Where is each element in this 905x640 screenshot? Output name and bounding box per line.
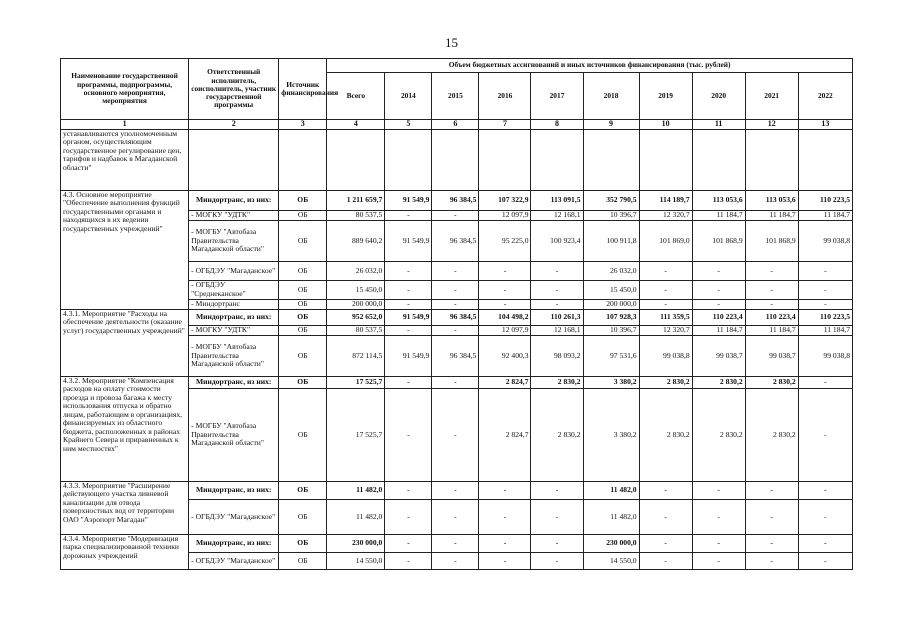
header-total: Всего — [327, 73, 385, 120]
executor-cell: - ОГБДЭУ "Среднеканское" — [189, 280, 279, 299]
year-value-cell: - — [639, 261, 692, 280]
year-value-cell: - — [432, 261, 479, 280]
header-index: 1 — [61, 120, 189, 130]
year-value-cell: - — [745, 552, 798, 569]
year-value-cell: - — [798, 376, 852, 388]
year-value-cell: 11 184,7 — [798, 325, 852, 335]
year-value-cell: - — [798, 280, 852, 299]
page-number: 15 — [445, 35, 458, 50]
year-value-cell: - — [692, 481, 745, 499]
year-value-cell: - — [798, 534, 852, 552]
year-value-cell: - — [798, 499, 852, 534]
year-value-cell: - — [692, 499, 745, 534]
executor-cell: - Миндортранс — [189, 299, 279, 309]
total-cell: 952 652,0 — [327, 309, 385, 325]
source-cell: ОБ — [279, 325, 327, 335]
header-year: 2022 — [798, 73, 852, 120]
year-value-cell: 91 549,9 — [385, 190, 432, 210]
table-body — [61, 129, 853, 569]
year-value-cell: 101 868,9 — [745, 220, 798, 261]
source-cell: ОБ — [279, 534, 327, 552]
source-cell: ОБ — [279, 499, 327, 534]
year-value-cell: 100 911,8 — [583, 220, 639, 261]
year-value-cell: 200 000,0 — [583, 299, 639, 309]
year-value-cell: 3 380,2 — [583, 388, 639, 481]
year-value-cell: 114 189,7 — [639, 190, 692, 210]
year-value-cell: 91 549,9 — [385, 335, 432, 376]
source-cell: ОБ — [279, 280, 327, 299]
total-cell: 200 000,0 — [327, 299, 385, 309]
year-value-cell: 12 320,7 — [639, 210, 692, 220]
year-value-cell: 110 223,4 — [692, 309, 745, 325]
header-index: 6 — [432, 120, 479, 130]
year-value-cell: 99 038,7 — [692, 335, 745, 376]
year-value-cell: - — [745, 499, 798, 534]
year-value-cell: 96 384,5 — [432, 190, 479, 210]
year-value-cell: - — [531, 299, 583, 309]
executor-cell: - МОГБУ "Автобаза Правительства Магаданской области" — [189, 388, 279, 481]
year-value-cell: - — [798, 388, 852, 481]
year-value-cell: 12 168,1 — [531, 325, 583, 335]
year-value-cell: - — [385, 299, 432, 309]
total-cell: 872 114,5 — [327, 335, 385, 376]
year-value-cell: 100 923,4 — [531, 220, 583, 261]
year-value-cell: 97 531,6 — [583, 335, 639, 376]
year-value-cell: - — [385, 499, 432, 534]
year-value-cell: 11 184,7 — [745, 210, 798, 220]
year-value-cell: - — [479, 280, 531, 299]
year-value-cell: 99 038,8 — [798, 220, 852, 261]
table-row — [61, 376, 853, 388]
year-value-cell: 104 498,2 — [479, 309, 531, 325]
year-value-cell: - — [385, 261, 432, 280]
total-cell: 230 000,0 — [327, 534, 385, 552]
year-value-cell: - — [531, 261, 583, 280]
header-index: 10 — [639, 120, 692, 130]
executor-cell: Миндортранс, из них: — [189, 534, 279, 552]
source-cell: ОБ — [279, 388, 327, 481]
year-value-cell: 3 380,2 — [583, 376, 639, 388]
total-cell: 1 211 659,7 — [327, 190, 385, 210]
source-cell: ОБ — [279, 335, 327, 376]
year-value-cell: - — [692, 299, 745, 309]
header-index: 9 — [583, 120, 639, 130]
year-value-cell: 2 830,2 — [531, 376, 583, 388]
header-index: 8 — [531, 120, 583, 130]
year-value-cell: 12 097,9 — [479, 325, 531, 335]
year-value-cell: 101 868,9 — [692, 220, 745, 261]
year-value-cell: - — [745, 299, 798, 309]
year-value-cell: 92 400,3 — [479, 335, 531, 376]
year-value-cell: 26 032,0 — [583, 261, 639, 280]
year-value-cell: - — [479, 552, 531, 569]
year-value-cell: 99 038,7 — [745, 335, 798, 376]
header-source: Источник финансирования — [279, 59, 327, 120]
table-row — [61, 534, 853, 552]
year-value-cell: 12 097,9 — [479, 210, 531, 220]
header-index: 5 — [385, 120, 432, 130]
year-value-cell: - — [531, 499, 583, 534]
year-value-cell: - — [385, 534, 432, 552]
year-value-cell: - — [385, 388, 432, 481]
year-value-cell: - — [531, 552, 583, 569]
executor-cell: - МОГКУ "УДТК" — [189, 210, 279, 220]
header-index: 3 — [279, 120, 327, 130]
year-value-cell: 2 824,7 — [479, 388, 531, 481]
year-value-cell: - — [692, 261, 745, 280]
source-cell: ОБ — [279, 220, 327, 261]
year-value-cell: - — [639, 280, 692, 299]
year-value-cell: 110 223,4 — [745, 309, 798, 325]
year-value-cell: 110 223,5 — [798, 190, 852, 210]
total-cell: 26 032,0 — [327, 261, 385, 280]
year-value-cell: - — [745, 534, 798, 552]
year-value-cell: 91 549,9 — [385, 220, 432, 261]
year-value-cell: 96 384,5 — [432, 220, 479, 261]
year-value-cell: - — [639, 534, 692, 552]
year-value-cell: - — [692, 280, 745, 299]
year-value-cell: 11 184,7 — [745, 325, 798, 335]
year-value-cell: - — [385, 210, 432, 220]
total-cell: 11 482,0 — [327, 499, 385, 534]
source-cell: ОБ — [279, 261, 327, 280]
executor-cell: - МОГБУ "Автобаза Правительства Магаданской области" — [189, 335, 279, 376]
year-value-cell: 107 928,3 — [583, 309, 639, 325]
year-value-cell: 11 184,7 — [692, 325, 745, 335]
year-value-cell: - — [531, 534, 583, 552]
year-value-cell: 2 830,2 — [692, 388, 745, 481]
executor-cell: - ОГБДЭУ "Магаданское" — [189, 261, 279, 280]
year-value-cell: 11 482,0 — [583, 481, 639, 499]
year-value-cell: 14 550,0 — [583, 552, 639, 569]
year-value-cell: 12 320,7 — [639, 325, 692, 335]
source-cell: ОБ — [279, 552, 327, 569]
year-value-cell: - — [798, 261, 852, 280]
year-value-cell: - — [432, 376, 479, 388]
year-value-cell: - — [385, 481, 432, 499]
total-cell: 15 450,0 — [327, 280, 385, 299]
year-value-cell: 10 396,7 — [583, 325, 639, 335]
year-value-cell: 352 790,5 — [583, 190, 639, 210]
year-value-cell: - — [432, 280, 479, 299]
header-executor: Ответственный исполнитель, соисполнитель, участник государственной программы — [189, 59, 279, 120]
year-value-cell: 230 000,0 — [583, 534, 639, 552]
year-value-cell: 96 384,5 — [432, 335, 479, 376]
header-index: 4 — [327, 120, 385, 130]
measure-name: 4.3.2. Мероприятие "Компенсация расходов на оплату стоимости проезда и провоза багажа к месту использования отпуска и обратно лицам, работающим в организациях, финансируемых из областного бюджета, расположенных в районах Крайнего Севера и приравненных к ним местностях" — [61, 376, 189, 481]
measure-name: 4.3.1. Мероприятие "Расходы на обеспечение деятельности (оказание услуг) государственных учреждений" — [61, 309, 189, 376]
year-value-cell: 11 184,7 — [692, 210, 745, 220]
measure-name: 4.3.3. Мероприятие "Расширение действующего участка ливневой канализации для отвода поверхностных вод от территории ОАО "Аэропорт Магадан" — [61, 481, 189, 534]
year-value-cell: 10 396,7 — [583, 210, 639, 220]
continued-row — [61, 129, 853, 190]
header-name: Наименование государственной программы, подпрограммы, основного мероприятия, мероприятия — [61, 59, 189, 120]
year-value-cell: 2 830,2 — [745, 388, 798, 481]
header-year: 2015 — [432, 73, 479, 120]
year-value-cell: 2 830,2 — [639, 388, 692, 481]
source-cell: ОБ — [279, 481, 327, 499]
executor-cell: Миндортранс, из них: — [189, 309, 279, 325]
continued-name: устанавливаются уполномоченным органом, осуществляющим государственное регулирование цен, тарифов и надбавок в Магаданской области" — [61, 129, 189, 190]
year-value-cell: 111 359,5 — [639, 309, 692, 325]
year-value-cell: 2 830,2 — [745, 376, 798, 388]
total-cell: 80 537,5 — [327, 325, 385, 335]
year-value-cell: - — [531, 481, 583, 499]
year-value-cell: 110 223,5 — [798, 309, 852, 325]
year-value-cell: 99 038,8 — [798, 335, 852, 376]
year-value-cell: - — [385, 325, 432, 335]
total-cell: 17 525,7 — [327, 376, 385, 388]
year-value-cell: - — [692, 534, 745, 552]
executor-cell: - МОГБУ "Автобаза Правительства Магаданской области" — [189, 220, 279, 261]
year-value-cell: 11 482,0 — [583, 499, 639, 534]
year-value-cell: 98 093,2 — [531, 335, 583, 376]
year-value-cell: 99 038,8 — [639, 335, 692, 376]
year-value-cell: - — [479, 481, 531, 499]
executor-cell: Миндортранс, из них: — [189, 190, 279, 210]
total-cell: 14 550,0 — [327, 552, 385, 569]
year-value-cell: - — [798, 481, 852, 499]
year-value-cell: - — [479, 299, 531, 309]
year-value-cell: - — [639, 299, 692, 309]
header-year: 2019 — [639, 73, 692, 120]
year-value-cell: 113 053,6 — [745, 190, 798, 210]
header-volume: Объем бюджетных ассигнований и иных источников финансирования (тыс. рублей) — [327, 59, 853, 73]
year-value-cell: - — [432, 552, 479, 569]
year-value-cell: - — [479, 499, 531, 534]
year-value-cell: - — [385, 376, 432, 388]
year-value-cell: 107 322,9 — [479, 190, 531, 210]
header-year: 2016 — [479, 73, 531, 120]
year-value-cell: 101 869,0 — [639, 220, 692, 261]
measure-name: 4.3. Основное мероприятие "Обеспечение выполнения функций государственными органами и находящихся в их ведении государственных учреждений" — [61, 190, 189, 309]
year-value-cell: - — [432, 210, 479, 220]
table-row — [61, 309, 853, 325]
year-value-cell: 113 053,6 — [692, 190, 745, 210]
executor-cell: Миндортранс, из них: — [189, 481, 279, 499]
source-cell: ОБ — [279, 190, 327, 210]
table-row — [61, 481, 853, 499]
year-value-cell: 2 830,2 — [639, 376, 692, 388]
year-value-cell: 2 824,7 — [479, 376, 531, 388]
year-value-cell: - — [745, 481, 798, 499]
table-row — [61, 190, 853, 210]
source-cell: ОБ — [279, 210, 327, 220]
year-value-cell: - — [531, 280, 583, 299]
table-header — [61, 59, 853, 130]
executor-cell: - ОГБДЭУ "Магаданское" — [189, 552, 279, 569]
year-value-cell: - — [692, 552, 745, 569]
year-value-cell: - — [639, 499, 692, 534]
year-value-cell: - — [432, 299, 479, 309]
total-cell: 17 525,7 — [327, 388, 385, 481]
measure-name: 4.3.4. Мероприятие "Модернизация парка специализированной техники дорожных учреждений — [61, 534, 189, 569]
year-value-cell: - — [432, 499, 479, 534]
header-year: 2021 — [745, 73, 798, 120]
total-cell: 11 482,0 — [327, 481, 385, 499]
year-value-cell: - — [479, 261, 531, 280]
year-value-cell: - — [745, 280, 798, 299]
year-value-cell: - — [385, 280, 432, 299]
year-value-cell: - — [479, 534, 531, 552]
year-value-cell: - — [745, 261, 798, 280]
year-value-cell: 15 450,0 — [583, 280, 639, 299]
header-index: 12 — [745, 120, 798, 130]
header-index: 2 — [189, 120, 279, 130]
executor-cell: - ОГБДЭУ "Магаданское" — [189, 499, 279, 534]
source-cell: ОБ — [279, 376, 327, 388]
budget-table — [60, 58, 853, 570]
year-value-cell: - — [432, 388, 479, 481]
year-value-cell: 95 225,0 — [479, 220, 531, 261]
year-value-cell: - — [798, 552, 852, 569]
year-value-cell: 2 830,2 — [692, 376, 745, 388]
year-value-cell: - — [798, 299, 852, 309]
executor-cell: Миндортранс, из них: — [189, 376, 279, 388]
year-value-cell: - — [432, 325, 479, 335]
header-year: 2017 — [531, 73, 583, 120]
year-value-cell: 96 384,5 — [432, 309, 479, 325]
year-value-cell: - — [639, 481, 692, 499]
source-cell: ОБ — [279, 299, 327, 309]
year-value-cell: - — [639, 552, 692, 569]
year-value-cell: - — [432, 481, 479, 499]
header-year: 2020 — [692, 73, 745, 120]
header-index: 11 — [692, 120, 745, 130]
header-year: 2014 — [385, 73, 432, 120]
year-value-cell: 91 549,9 — [385, 309, 432, 325]
header-index: 7 — [479, 120, 531, 130]
year-value-cell: 110 261,3 — [531, 309, 583, 325]
header-year: 2018 — [583, 73, 639, 120]
source-cell: ОБ — [279, 309, 327, 325]
year-value-cell: - — [432, 534, 479, 552]
year-value-cell: 2 830,2 — [531, 388, 583, 481]
year-value-cell: 113 091,5 — [531, 190, 583, 210]
header-index: 13 — [798, 120, 852, 130]
year-value-cell: 11 184,7 — [798, 210, 852, 220]
executor-cell: - МОГКУ "УДТК" — [189, 325, 279, 335]
year-value-cell: - — [385, 552, 432, 569]
year-value-cell: 12 168,1 — [531, 210, 583, 220]
total-cell: 80 537,5 — [327, 210, 385, 220]
total-cell: 889 640,2 — [327, 220, 385, 261]
